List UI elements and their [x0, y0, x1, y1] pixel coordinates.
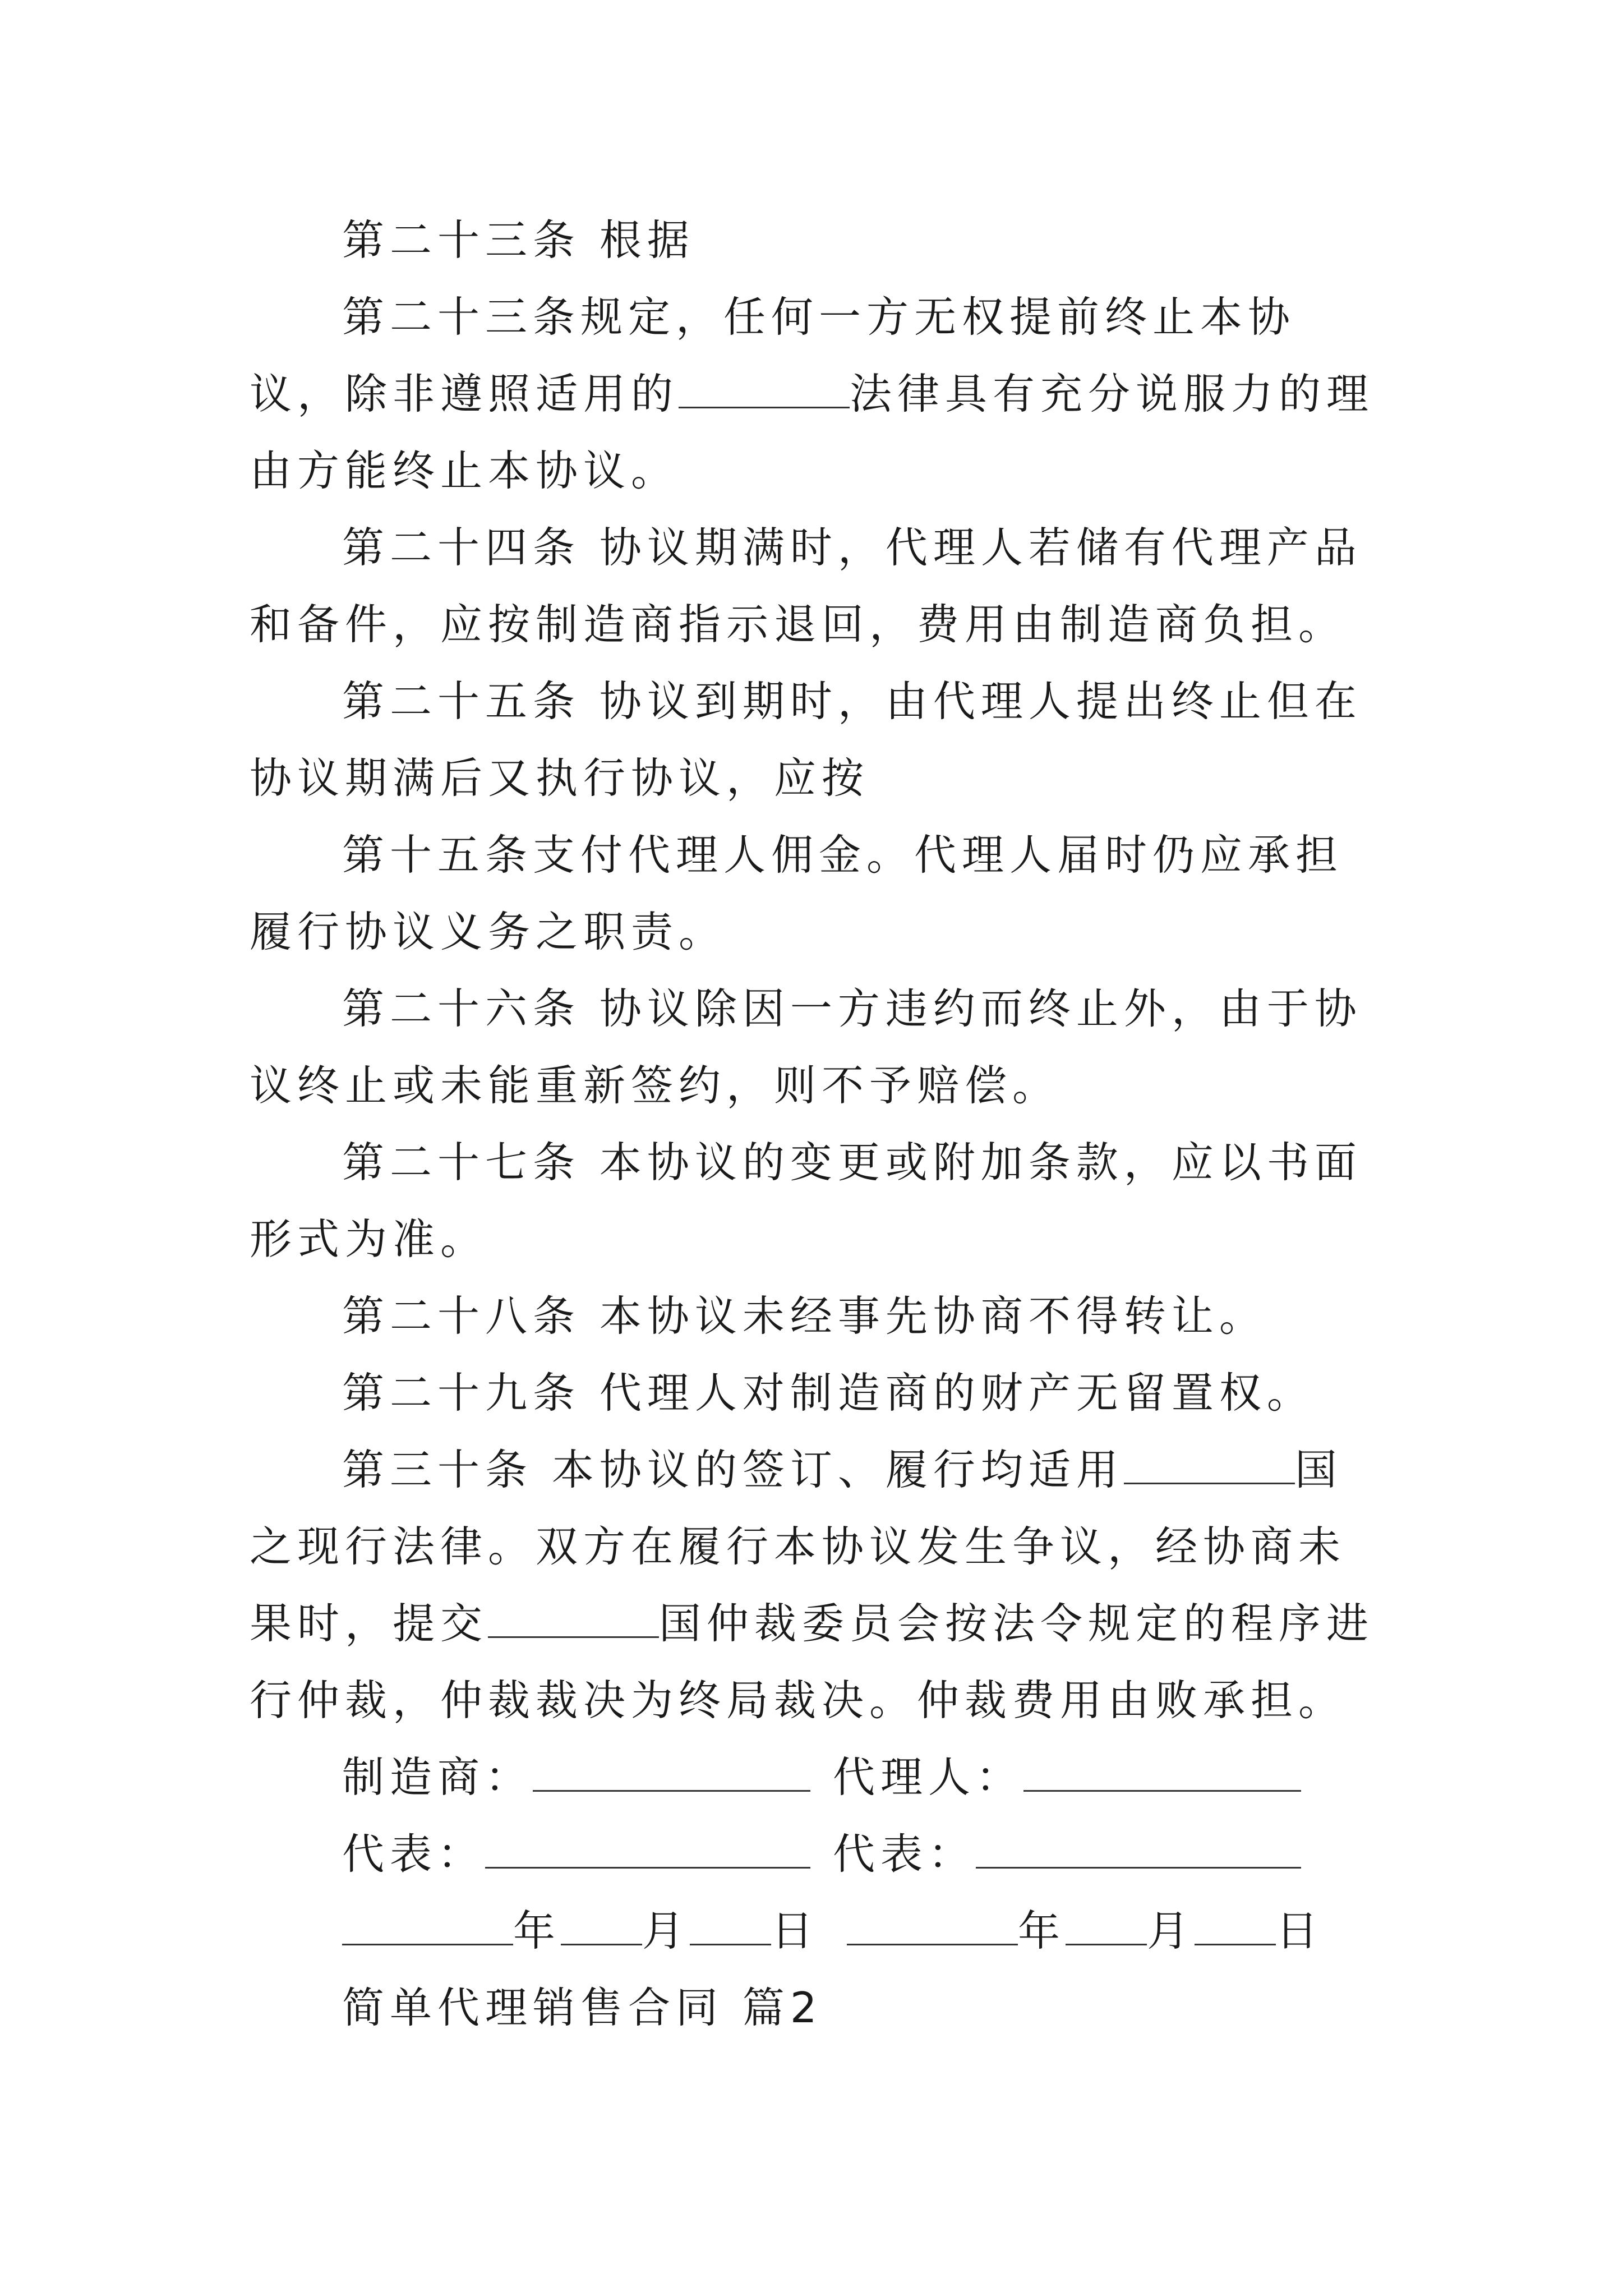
- article-26: 第二十六条 协议除因一方违约而终止外，由于协议终止或未能重新签约，则不予赔偿。: [250, 984, 1362, 1110]
- year-label-2: 年: [1018, 1906, 1066, 1955]
- year-blank-2: [847, 1909, 1018, 1945]
- signature-row-dates: [250, 1893, 1324, 1970]
- representative-blank-1: [485, 1832, 810, 1869]
- article-28: 第二十八条 本协议未经事先协商不得转让。: [342, 1291, 1267, 1341]
- article-23-heading: 第二十三条 根据: [342, 215, 695, 265]
- blank-field: [679, 372, 850, 408]
- agent-blank: [1023, 1755, 1301, 1792]
- representative-blank-2: [976, 1832, 1301, 1869]
- day-label-2: 日: [1276, 1906, 1324, 1955]
- representative-label-1: 代表：: [342, 1829, 486, 1879]
- day-blank-2: [1195, 1909, 1276, 1945]
- year-label-1: 年: [513, 1906, 561, 1955]
- manufacturer-blank: [533, 1755, 810, 1792]
- article-30: [250, 1432, 1380, 1739]
- article-23-body: [250, 279, 1380, 509]
- blank-country-arbitration: [488, 1602, 659, 1638]
- article-30-part-b: 国之现行法律。双方在履行本协议发生争议，经协商未果时，提交: [250, 1445, 1347, 1648]
- manufacturer-label: 制造商：: [342, 1752, 533, 1802]
- next-section-title: 简单代理销售合同 篇2: [342, 1983, 823, 2032]
- signature-row-parties: [250, 1739, 1301, 1816]
- representative-label-2: 代表：: [833, 1829, 976, 1879]
- article-25-part-b: 第十五条支付代理人佣金。代理人届时仍应承担履行协议义务之职责。: [250, 830, 1344, 956]
- blank-country-law: [1124, 1448, 1295, 1484]
- signature-row-representatives: [250, 1816, 1301, 1893]
- month-label-2: 月: [1147, 1906, 1195, 1955]
- day-blank-1: [690, 1909, 771, 1945]
- article-23-body-part-a: 第二十三条规定，任何一方无权提前终止本协议，除非遵照适用的: [250, 292, 1296, 418]
- month-label-1: 月: [642, 1906, 690, 1955]
- month-blank-2: [1066, 1909, 1147, 1945]
- article-27: 第二十七条 本协议的变更或附加条款，应以书面形式为准。: [250, 1138, 1362, 1264]
- article-24: 第二十四条 协议期满时，代理人若储有代理产品和备件，应按制造商指示退回，费用由制造商负担。: [250, 523, 1362, 649]
- month-blank-1: [561, 1909, 642, 1945]
- article-29: 第二十九条 代理人对制造商的财产无留置权。: [342, 1368, 1315, 1418]
- article-30-part-c: 国仲裁委员会按法令规定的程序进行仲裁，仲裁裁决为终局裁决。仲裁费用由败承担。: [250, 1599, 1375, 1725]
- article-25-part-a: 第二十五条 协议到期时，由代理人提出终止但在协议期满后又执行协议，应按: [250, 677, 1362, 803]
- agent-label: 代理人：: [833, 1752, 1024, 1802]
- article-30-part-a: 第三十条 本协议的签订、履行均适用: [342, 1445, 1124, 1494]
- year-blank-1: [342, 1909, 513, 1945]
- article-23-body-part-b: 法律具有充分说服力的理由方能终止本协议。: [250, 369, 1375, 495]
- day-label-1: 日: [771, 1906, 819, 1955]
